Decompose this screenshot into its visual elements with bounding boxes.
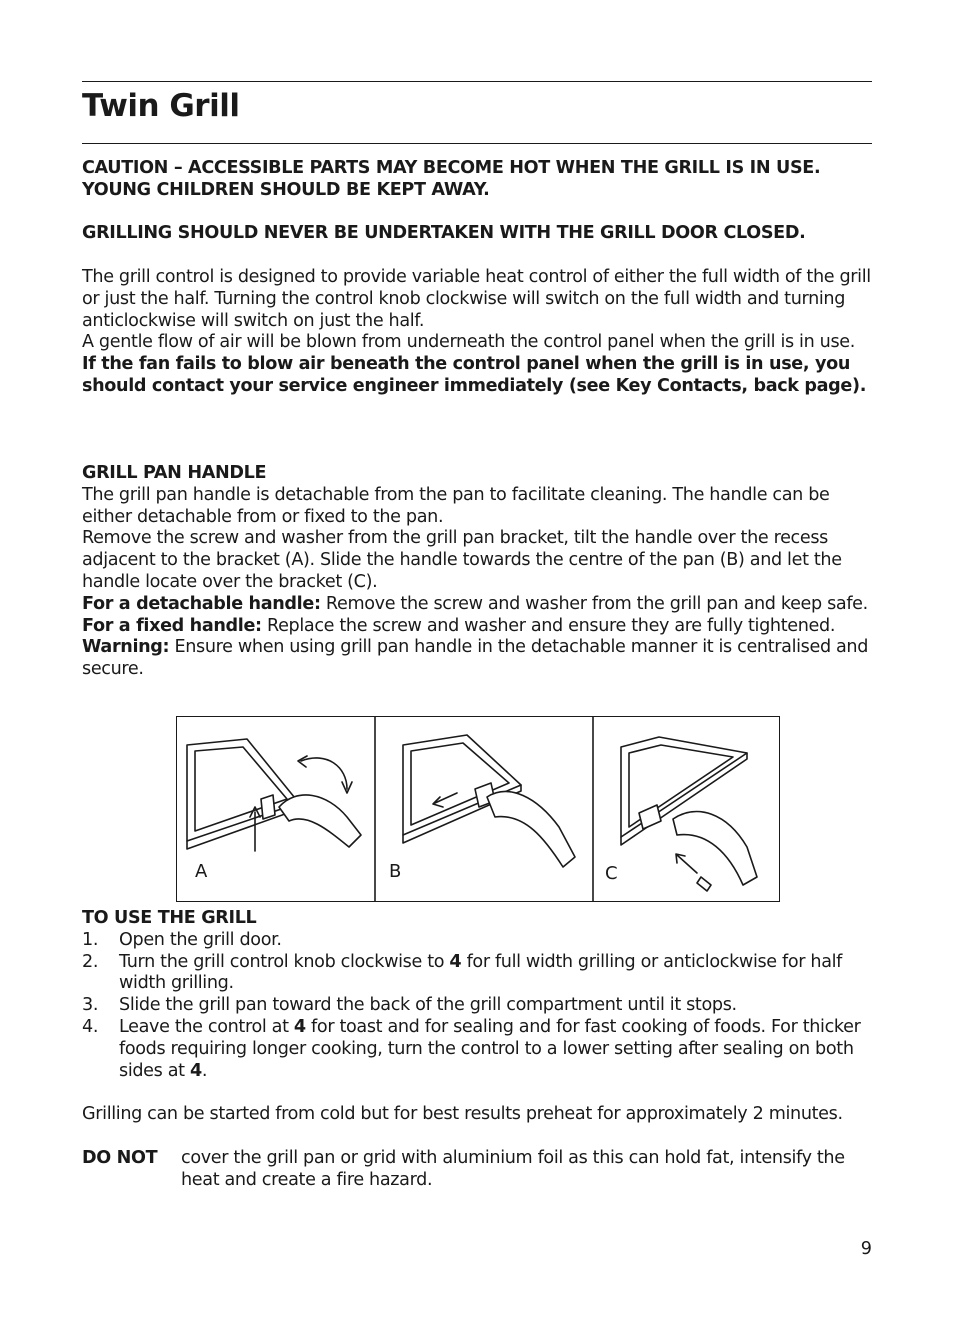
air-flow-note: A gentle flow of air will be blown from underneath the control panel when the grill is in use. — [82, 332, 855, 353]
do-not-label: DO NOT — [82, 1147, 158, 1168]
detachable-text: Remove the screw and washer from the grill pan and keep safe. — [320, 593, 868, 614]
handle-para-2: Remove the screw and washer from the grill pan bracket, tilt the handle over the recess adjacent to the bracket (A). Slide the handle towards the centre of the pan (B) and let the handle locate over the bracket (C). — [82, 528, 842, 592]
handle-warning — [82, 637, 872, 681]
do-not-text: cover the grill pan or grid with aluminium foil as this can hold fat, intensify the heat and create a fire hazard. — [181, 1147, 845, 1190]
handle-para-1: The grill pan handle is detachable from the pan to facilitate cleaning. The handle can be either detachable from or fixed to the pan. — [82, 484, 830, 527]
list-item: 3. Slide the grill pan toward the back of the grill compartment until it stops. — [82, 995, 737, 1016]
fan-warning: If the fan fails to blow air beneath the control panel when the grill is in use, you should contact your service engineer immediately (see Key Contacts, back page). — [82, 354, 867, 396]
grill-door-warning: GRILLING SHOULD NEVER BE UNDERTAKEN WITH THE GRILL DOOR CLOSED. — [82, 223, 806, 244]
control-description: The grill control is designed to provide variable heat control of either the full width of the grill or just the half. Turning the control knob clockwise will switch on the full width and turning anticlockwise will switch on just the half. — [82, 266, 871, 331]
handle-section — [82, 463, 872, 681]
fixed-text: Replace the screw and washer and ensure they are fully tightened. — [261, 615, 836, 636]
use-section — [82, 908, 872, 1191]
detachable-label: For a detachable handle: — [82, 593, 321, 614]
title-rule — [82, 143, 872, 144]
fixed-label: For a fixed handle: — [82, 615, 262, 636]
steps-list — [82, 930, 872, 1083]
use-heading: TO USE THE GRILL — [82, 908, 257, 928]
handle-illustration — [177, 717, 779, 901]
do-not-warning — [82, 1148, 872, 1192]
page-number: 9 — [860, 1239, 872, 1259]
page-title: Twin Grill — [82, 88, 240, 124]
list-item: 4. Leave the control at 4 for toast and for sealing and for fast cooking of foods. For thicker foods requiring longer cooking, turn the control to a lower setting after sealing on both sides at 4. — [82, 1016, 861, 1081]
label-a: A — [195, 861, 208, 882]
warning-text: Ensure when using grill pan handle in the detachable manner it is centralised and secure. — [82, 637, 869, 680]
preheat-note: Grilling can be started from cold but for best results preheat for approximately 2 minutes. — [82, 1104, 843, 1125]
panel-b-illustration — [403, 735, 575, 867]
warning-label: Warning: — [82, 637, 170, 658]
intro-section — [82, 158, 872, 398]
list-item: 2. Turn the grill control knob clockwise to 4 for full width grilling or anticlockwise for half width grilling. — [82, 951, 843, 994]
caution-line-2: YOUNG CHILDREN SHOULD BE KEPT AWAY. — [82, 179, 490, 200]
detachable-instruction — [82, 594, 872, 616]
list-item: 1. Open the grill door. — [82, 929, 282, 950]
top-rule — [82, 81, 872, 82]
label-c: C — [605, 863, 618, 884]
handle-fitting-diagram — [176, 716, 780, 902]
panel-c-illustration — [621, 737, 757, 891]
caution-line-1: CAUTION – ACCESSIBLE PARTS MAY BECOME HOT WHEN THE GRILL IS IN USE. — [82, 158, 821, 178]
panel-a-illustration — [187, 739, 361, 851]
fixed-instruction — [82, 616, 872, 638]
label-b: B — [389, 861, 402, 882]
handle-heading: GRILL PAN HANDLE — [82, 463, 267, 483]
